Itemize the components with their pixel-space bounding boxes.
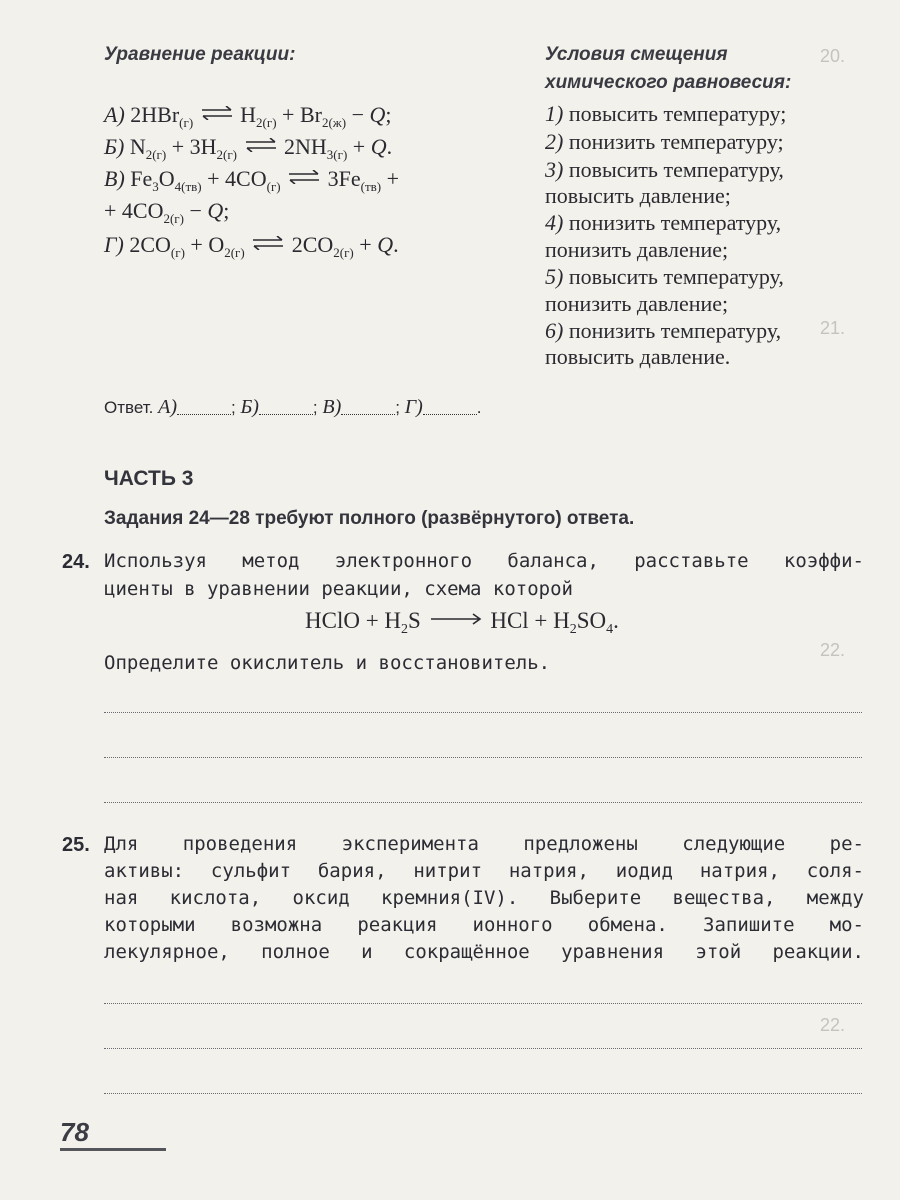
equilibrium-arrow-icon <box>201 106 233 120</box>
condition-item: понизить давление; <box>545 237 729 262</box>
page-number-rule <box>60 1148 166 1151</box>
condition-item: 6) понизить температуру, <box>545 318 782 343</box>
bleed-through-text: 20. <box>820 46 846 66</box>
task24-line: циенты в уравнении реакции, схема которой <box>104 578 573 600</box>
condition-item: понизить давление; <box>545 291 729 316</box>
condition-item: 4) понизить температуру, <box>545 210 782 235</box>
condition-item: повысить давление; <box>545 183 731 208</box>
bleed-through-text: 22. <box>820 640 846 660</box>
task25-line: Для проведения эксперимента предложены следующие ре- <box>104 833 864 855</box>
task-number-24: 24. <box>62 551 90 573</box>
equations-header: Уравнение реакции: <box>104 44 296 65</box>
condition-item: 3) повысить температуру, <box>545 157 784 182</box>
answer-writing-line[interactable] <box>104 802 862 803</box>
task25-line: ная кислота, оксид кремния(IV). Выберите вещества, между <box>104 887 864 909</box>
task25-line: которыми возможна реакция ионного обмена. Запишите мо- <box>104 914 864 936</box>
answer-blank-g[interactable] <box>423 400 477 415</box>
answer-blank-a[interactable] <box>177 400 231 415</box>
conditions-header-line2: химического равновесия: <box>545 72 792 93</box>
equilibrium-arrow-icon <box>245 138 277 152</box>
task24-line: Определите окислитель и восстановитель. <box>104 652 551 674</box>
equation-v: В) $Fe_3O_{4(тв)} + 4CO_{(г)}$ $3Fe_{(тв)}$ + <box>104 166 400 194</box>
bleed-through-text: 22. <box>820 1015 846 1035</box>
condition-item: 2) понизить температуру; <box>545 129 784 154</box>
answer-writing-line[interactable] <box>104 712 862 713</box>
reaction-arrow-icon <box>430 613 482 625</box>
task25-line: лекулярное, полное и сокращённое уравнения этой реакции. <box>104 941 864 963</box>
answer-writing-line[interactable] <box>104 1003 862 1004</box>
reaction-scheme: HClO + $H_2S$ HCl + $H_2SO_4$. <box>305 608 619 637</box>
answer-blank-b[interactable] <box>259 400 313 415</box>
equation-g: Г) $2CO_{(г)} + O_{2(г)}$ $2CO_{2(г)} + Q$. <box>104 232 399 260</box>
answer-writing-line[interactable] <box>104 1048 862 1049</box>
task25-line: активы: сульфит бария, нитрит натрия, иодид натрия, соля- <box>104 860 864 882</box>
page-number: 78 <box>60 1117 89 1147</box>
condition-item: повысить давление. <box>545 344 731 369</box>
task24-line: Используя метод электронного баланса, расставьте коэффи- <box>104 550 864 572</box>
bleed-through-text: 21. <box>820 318 846 338</box>
task-number-25: 25. <box>62 834 90 856</box>
equation-v-continued: + $4CO_{2(г)} - Q$; <box>104 198 230 226</box>
answer-writing-line[interactable] <box>104 757 862 758</box>
equation-a: А) 2HBr$_{(г)}$ $H_{2(г)} + Br_{2(ж)} - Q$; <box>104 102 392 130</box>
answer-line: Ответ. А) ; Б) ; В) ; Г) . <box>104 396 482 418</box>
conditions-header-line1: Условия смещения <box>545 44 728 65</box>
equation-b: Б) $N_{2(г)} + 3H_{2(г)}$ $2NH_{3(г)} + Q$. <box>104 134 393 162</box>
condition-item: 5) повысить температуру, <box>545 264 784 289</box>
answer-blank-v[interactable] <box>341 400 395 415</box>
part-note: Задания 24—28 требуют полного (развёрнутого) ответа. <box>104 508 635 529</box>
part-title: ЧАСТЬ 3 <box>104 467 194 490</box>
equilibrium-arrow-icon <box>252 236 284 250</box>
equilibrium-arrow-icon <box>288 170 320 184</box>
condition-item: 1) повысить температуру; <box>545 101 787 126</box>
answer-writing-line[interactable] <box>104 1093 862 1094</box>
